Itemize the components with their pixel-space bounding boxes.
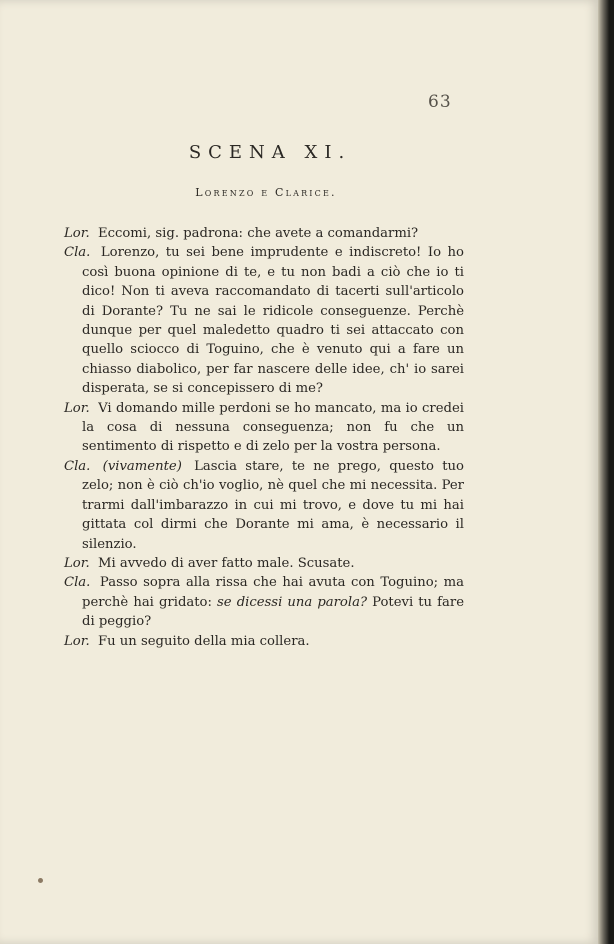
scene-characters: Lorenzo e Clarice. [195,186,337,199]
speaker-label: Lor. [64,226,90,241]
speech-lorenzo [64,224,464,243]
speaker-label: Lor. [64,633,90,649]
speech-text: Vi domando mille perdoni se ho mancato, ma io credei la cosa di nessuna conseguenza; non fu che un sentimento di rispetto e di zelo per la vostra persona. [82,400,464,455]
speaker-label: Cla. [64,245,91,261]
speech-text: Passo sopra alla rissa che hai avuta con Toguino; ma perchè hai gridato: [82,575,464,610]
scene-title: SCENA XI. [188,142,352,163]
ink-spot [38,878,43,883]
speech-lorenzo [64,632,464,651]
speech-lorenzo [64,399,464,457]
speech-text: Eccomi, sig. padrona: che avete a comandarmi? [97,226,419,241]
speech-clarice [64,457,464,554]
page-edge-shadow [598,0,614,944]
dialogue [64,224,464,651]
speech-text: Mi avvedo di aver fatto male. Scusate. [97,555,355,571]
speaker-label: Lor. [64,400,90,416]
speaker-label: Cla. [64,575,91,591]
italic-quote: se dicessi una parola? [217,594,368,610]
speaker-label: Cla. [64,458,91,474]
speech-clarice [64,243,464,398]
speech-text: Lascia stare, te ne prego, questo tuo zelo; non è ciò ch'io voglio, nè quel che mi necessita. Per trarmi dall'imbarazzo in cui mi trovo, e dove tu mi hai gittata col dirmi che Dorante mi ama, è necessario il silenzio. [82,458,464,552]
speech-text: Fu un seguito della mia collera. [97,633,310,649]
page-number: 63 [428,92,452,112]
speaker-label: Lor. [64,555,90,571]
speech-text: Lorenzo, tu sei bene imprudente e indiscreto! Io ho così buona opinione di te, e tu non badi a ciò che io ti dico! Non ti aveva raccomandato di tacerti sull'articolo di Dorante? Tu ne sai le ridicole conseguenze. Perchè dunque per quel maledetto quadro ti sei attaccato con quello sciocco di Toguino, che è venuto qui a fare un chiasso diabolico, per far nascere delle idee, ch' io sarei disperata, se si concepissero di me? [82,245,464,397]
speech-text-after: Potevi tu fare di peggio? [82,594,464,630]
speech-lorenzo [64,554,464,573]
stage-direction: (vivamente) [102,458,182,474]
speech-clarice [64,573,464,631]
